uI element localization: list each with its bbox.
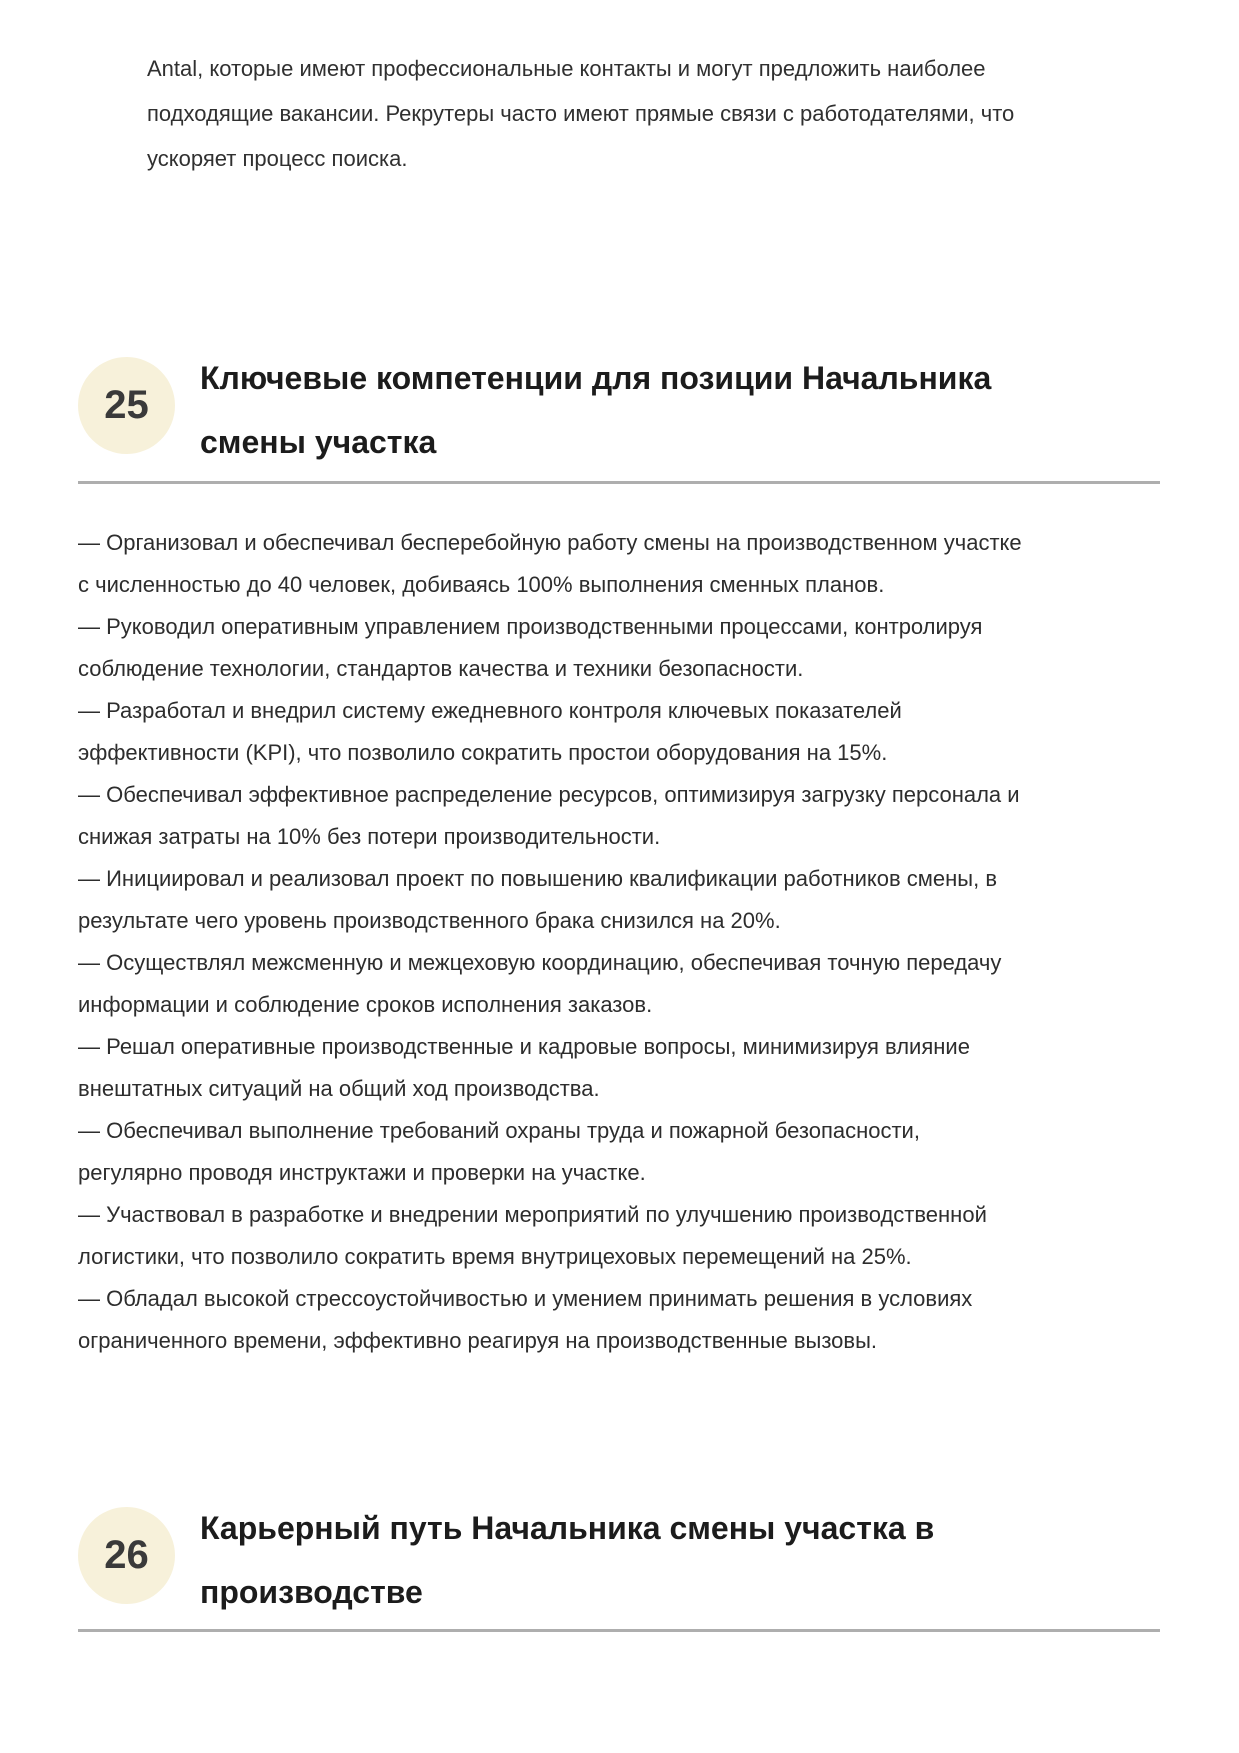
section-title	[200, 346, 1165, 474]
list-item	[78, 942, 1168, 1026]
list-item-line: — Участвовал в разработке и внедрении мероприятий по улучшению производственной	[78, 1202, 987, 1227]
list-item	[78, 1026, 1168, 1110]
intro-line: Antal, которые имеют профессиональные контакты и могут предложить наиболее	[147, 56, 986, 81]
section-title-line: Ключевые компетенции для позиции Начальника	[200, 360, 992, 396]
list-item-line: — Инициировал и реализовал проект по повышению квалификации работников смены, в	[78, 866, 998, 891]
list-item-line: соблюдение технологии, стандартов качества и техники безопасности.	[78, 656, 804, 681]
list-item-line: — Разработал и внедрил систему ежедневного контроля ключевых показателей	[78, 698, 902, 723]
section-title-line: Карьерный путь Начальника смены участка в	[200, 1510, 935, 1546]
competency-list	[78, 522, 1168, 1362]
section-title-line: смены участка	[200, 424, 437, 460]
intro-line: подходящие вакансии. Рекрутеры часто имеют прямые связи с работодателями, что	[147, 101, 1015, 126]
list-item-line: — Обеспечивал выполнение требований охраны труда и пожарной безопасности,	[78, 1118, 920, 1143]
list-item-line: — Обладал высокой стрессоустойчивостью и умением принимать решения в условиях	[78, 1286, 973, 1311]
list-item-line: — Решал оперативные производственные и кадровые вопросы, минимизируя влияние	[78, 1034, 970, 1059]
list-item-line: снижая затраты на 10% без потери производительности.	[78, 824, 661, 849]
section-number: 25	[104, 383, 149, 427]
list-item	[78, 690, 1168, 774]
list-item-line: — Обеспечивал эффективное распределение ресурсов, оптимизируя загрузку персонала и	[78, 782, 1020, 807]
list-item-line: — Осуществлял межсменную и межцеховую координацию, обеспечивая точную передачу	[78, 950, 1002, 975]
intro-paragraph	[147, 46, 1047, 181]
section-number-badge	[78, 1507, 175, 1604]
list-item	[78, 606, 1168, 690]
section-number-badge	[78, 357, 175, 454]
list-item-line: ограниченного времени, эффективно реагируя на производственные вызовы.	[78, 1328, 878, 1353]
list-item	[78, 1278, 1168, 1362]
list-item	[78, 858, 1168, 942]
list-item-line: логистики, что позволило сократить время внутрицеховых перемещений на 25%.	[78, 1244, 912, 1269]
list-item	[78, 774, 1168, 858]
list-item-line: информации и соблюдение сроков исполнения заказов.	[78, 992, 653, 1017]
section-divider	[78, 1629, 1160, 1632]
section-title-line: производстве	[200, 1574, 423, 1610]
list-item-line: с численностью до 40 человек, добиваясь 100% выполнения сменных планов.	[78, 572, 885, 597]
list-item-line: регулярно проводя инструктажи и проверки на участке.	[78, 1160, 646, 1185]
section-divider	[78, 481, 1160, 484]
section-number: 26	[104, 1533, 149, 1577]
section-title	[200, 1496, 1165, 1624]
list-item-line: — Руководил оперативным управлением производственными процессами, контролируя	[78, 614, 983, 639]
intro-line: ускоряет процесс поиска.	[147, 146, 408, 171]
list-item-line: эффективности (KPI), что позволило сократить простои оборудования на 15%.	[78, 740, 888, 765]
list-item-line: внештатных ситуаций на общий ход производства.	[78, 1076, 600, 1101]
list-item-line: — Организовал и обеспечивал бесперебойную работу смены на производственном участке	[78, 530, 1022, 555]
list-item	[78, 1194, 1168, 1278]
list-item-line: результате чего уровень производственного брака снизился на 20%.	[78, 908, 781, 933]
list-item	[78, 522, 1168, 606]
list-item	[78, 1110, 1168, 1194]
